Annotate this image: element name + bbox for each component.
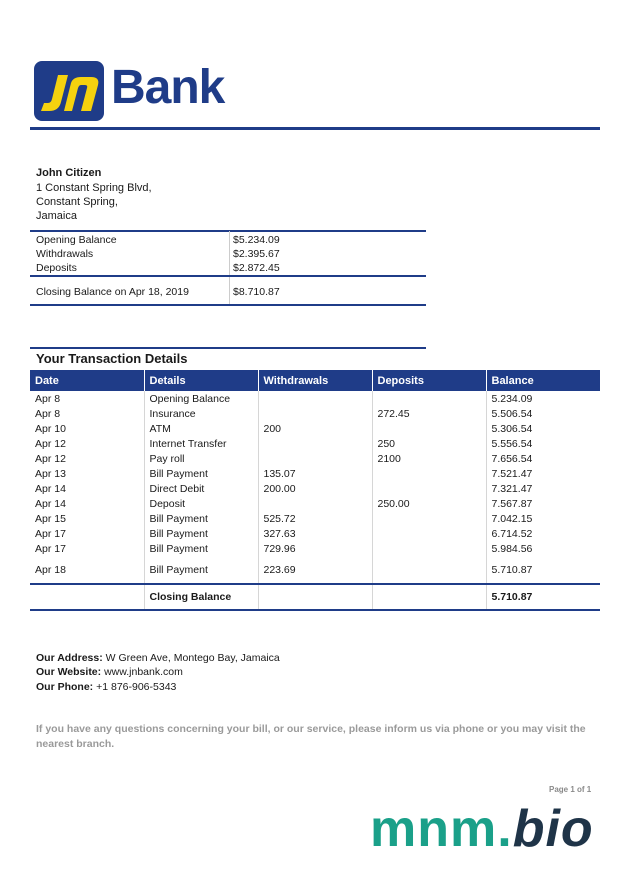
header-divider: [30, 127, 600, 130]
transactions-title-rule: [30, 347, 426, 349]
summary-value: $2.872.45: [233, 262, 280, 274]
cell-balance: 7.567.87: [486, 496, 600, 511]
footer-address: [36, 651, 280, 665]
cell-empty: [372, 584, 486, 610]
cell-deposits: [372, 511, 486, 526]
cell-withdrawals: 200.00: [258, 481, 372, 496]
column-header-details: Details: [144, 370, 258, 391]
cell-empty: [258, 584, 372, 610]
table-row: [30, 451, 600, 466]
cell-details: Bill Payment: [144, 466, 258, 481]
footer-website-link[interactable]: www.jnbank.com: [104, 666, 183, 678]
cell-date: Apr 14: [35, 498, 66, 510]
cell-details: Bill Payment: [144, 526, 258, 541]
cell-balance: 7.521.47: [486, 466, 600, 481]
closing-balance-value: $8.710.87: [233, 286, 280, 298]
footer-phone-value: +1 876-906-5343: [96, 681, 177, 693]
cell-date: Apr 12: [35, 438, 66, 450]
cell-balance: 7.042.15: [486, 511, 600, 526]
cell-details: Bill Payment: [144, 541, 258, 556]
cell-withdrawals: [258, 406, 372, 421]
cell-date: Apr 10: [35, 423, 66, 435]
column-header-date: Date: [30, 370, 144, 391]
cell-deposits: 250.00: [372, 496, 486, 511]
table-row: [30, 436, 600, 451]
closing-balance-label: Closing Balance on Apr 18, 2019: [36, 286, 189, 298]
footer-note: If you have any questions concerning your bill, or our service, please inform us via phone or you may visit the nearest branch.: [36, 723, 586, 750]
summary-label: Deposits: [36, 262, 77, 274]
summary-label: Opening Balance: [36, 234, 117, 246]
table-header-row: [30, 370, 600, 391]
table-row: [30, 481, 600, 496]
cell-deposits: 2100: [372, 451, 486, 466]
bank-logo-text: Bank: [111, 61, 225, 114]
cell-withdrawals: 327.63: [258, 526, 372, 541]
summary-value: $5.234.09: [233, 234, 280, 246]
cell-balance: 5.306.54: [486, 421, 600, 436]
cell-deposits: [372, 466, 486, 481]
table-row: [30, 556, 600, 577]
cell-details: Direct Debit: [144, 481, 258, 496]
cell-withdrawals: [258, 496, 372, 511]
closing-balance-row: [30, 584, 600, 610]
footer-website: [36, 665, 183, 679]
cell-details: Bill Payment: [144, 556, 258, 577]
closing-balance-value: 5.710.87: [486, 584, 600, 610]
watermark-part: mnm.: [370, 800, 513, 858]
cell-withdrawals: 223.69: [258, 556, 372, 577]
customer-name: John Citizen: [36, 167, 102, 179]
cell-details: Internet Transfer: [144, 436, 258, 451]
bank-logo-mark: [34, 61, 104, 121]
cell-deposits: 250: [372, 436, 486, 451]
column-header-balance: Balance: [486, 370, 600, 391]
table-row: [30, 466, 600, 481]
cell-date: Apr 17: [35, 543, 66, 555]
cell-deposits: [372, 526, 486, 541]
summary-bottom-rule: [30, 304, 426, 306]
cell-details: Deposit: [144, 496, 258, 511]
customer-address-line: Constant Spring,: [36, 196, 118, 208]
cell-balance: 6.714.52: [486, 526, 600, 541]
footer-phone: [36, 680, 176, 694]
table-row: [30, 421, 600, 436]
cell-details: Pay roll: [144, 451, 258, 466]
cell-balance: 7.656.54: [486, 451, 600, 466]
cell-empty: [30, 584, 144, 610]
table-row: [30, 406, 600, 421]
cell-withdrawals: 729.96: [258, 541, 372, 556]
transactions-title: Your Transaction Details: [36, 351, 188, 366]
cell-details: Insurance: [144, 406, 258, 421]
closing-balance-label: Closing Balance: [144, 584, 258, 610]
table-row: [30, 511, 600, 526]
table-row: [30, 391, 600, 406]
cell-date: Apr 12: [35, 453, 66, 465]
cell-balance: 5.234.09: [486, 391, 600, 406]
cell-deposits: [372, 541, 486, 556]
cell-withdrawals: 200: [258, 421, 372, 436]
cell-balance: 5.556.54: [486, 436, 600, 451]
cell-deposits: [372, 391, 486, 406]
cell-details: Bill Payment: [144, 511, 258, 526]
cell-details: Opening Balance: [144, 391, 258, 406]
transactions-table: [30, 370, 600, 611]
cell-date: Apr 17: [35, 528, 66, 540]
cell-balance: 5.506.54: [486, 406, 600, 421]
table-spacer-row: [30, 577, 600, 584]
cell-balance: 5.984.56: [486, 541, 600, 556]
table-row: [30, 496, 600, 511]
watermark-part: bio: [512, 800, 594, 858]
table-row: [30, 541, 600, 556]
customer-address-line: Jamaica: [36, 210, 77, 222]
footer-website-label: Our Website:: [36, 666, 102, 678]
table-row: [30, 526, 600, 541]
cell-balance: 7.321.47: [486, 481, 600, 496]
cell-date: Apr 14: [35, 483, 66, 495]
footer-address-label: Our Address:: [36, 652, 103, 664]
cell-date: Apr 15: [35, 513, 66, 525]
footer-address-value: W Green Ave, Montego Bay, Jamaica: [105, 652, 280, 664]
cell-withdrawals: [258, 436, 372, 451]
cell-date: Apr 8: [35, 408, 61, 420]
cell-balance: 5.710.87: [486, 556, 600, 577]
page-number: Page 1 of 1: [549, 785, 592, 794]
footer-phone-label: Our Phone:: [36, 681, 94, 693]
cell-withdrawals: [258, 391, 372, 406]
summary-mid-rule: [30, 275, 426, 277]
summary-column-divider: [229, 231, 230, 304]
summary-value: $2.395.67: [233, 248, 280, 260]
cell-date: Apr 18: [35, 564, 66, 576]
cell-date: Apr 13: [35, 468, 66, 480]
cell-withdrawals: 135.07: [258, 466, 372, 481]
column-header-deposits: Deposits: [372, 370, 486, 391]
summary-top-rule: [30, 230, 426, 232]
cell-details: ATM: [144, 421, 258, 436]
cell-deposits: 272.45: [372, 406, 486, 421]
watermark: [370, 797, 594, 861]
jn-logo-icon: [34, 61, 104, 121]
cell-withdrawals: [258, 451, 372, 466]
cell-deposits: [372, 421, 486, 436]
cell-date: Apr 8: [35, 393, 61, 405]
customer-address-line: 1 Constant Spring Blvd,: [36, 182, 152, 194]
summary-label: Withdrawals: [36, 248, 94, 260]
cell-deposits: [372, 556, 486, 577]
cell-withdrawals: 525.72: [258, 511, 372, 526]
cell-deposits: [372, 481, 486, 496]
column-header-withdrawals: Withdrawals: [258, 370, 372, 391]
